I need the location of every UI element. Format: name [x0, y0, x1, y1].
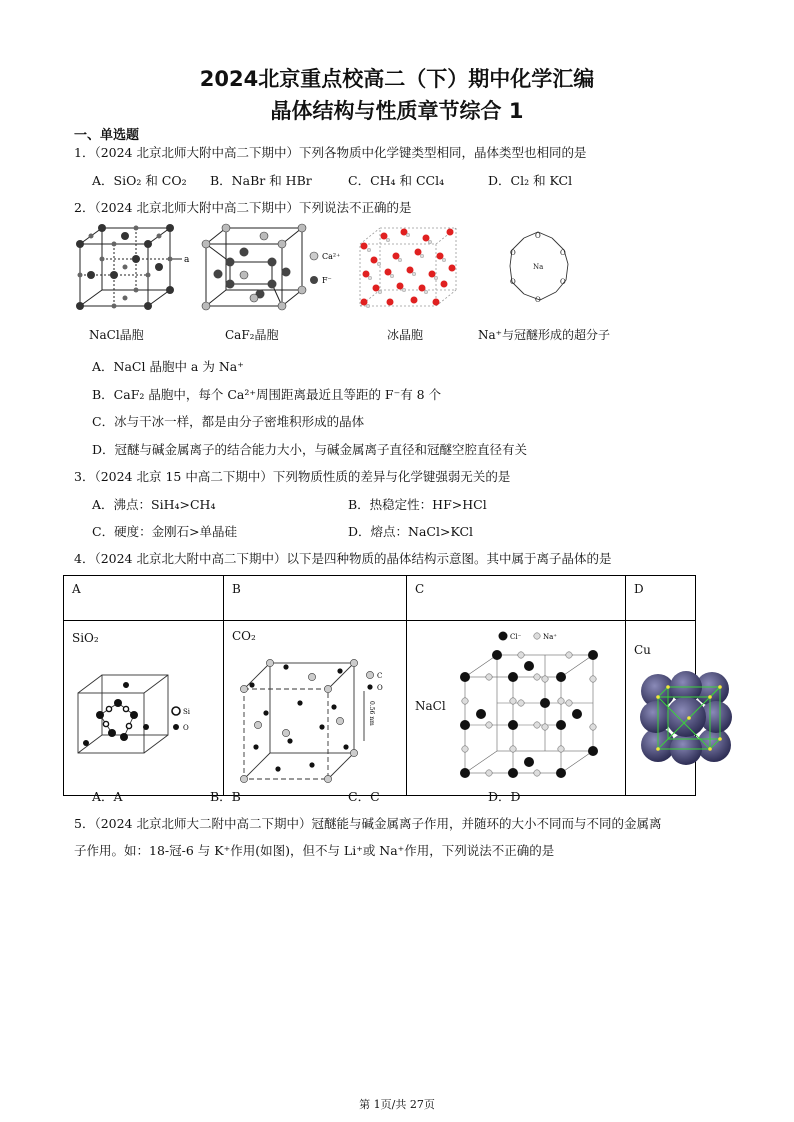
caf2-label-f: F⁻	[322, 276, 332, 285]
q1-option-c: C．CH₄ 和 CCl₄	[348, 173, 445, 188]
q4-header-c: C	[407, 576, 626, 621]
q4-cell-c	[407, 621, 626, 796]
q4-option-b: B．B	[210, 789, 241, 804]
q4-a-si: Si	[183, 708, 191, 716]
page-title-line2: 晶体结构与性质章节综合 1	[270, 99, 524, 123]
ice-cell-figure	[354, 222, 466, 314]
q4-structure-table	[63, 575, 696, 796]
q4-cell-a	[64, 621, 224, 796]
nacl-cell-figure	[74, 222, 194, 314]
crown-o-2: O	[560, 249, 566, 257]
q2-option-d: D．冠醚与碱金属离子的结合能力大小，与碱金属离子直径和冠醚空腔直径有关	[92, 442, 528, 457]
q4-a-o: O	[183, 724, 189, 732]
q4-option-d: D．D	[488, 789, 521, 804]
crown-na-label: Na	[533, 263, 544, 271]
q1-option-a: A．SiO₂ 和 CO₂	[92, 173, 187, 188]
q2-option-b: B．CaF₂ 晶胞中，每个 Ca²⁺周围距离最近且等距的 F⁻有 8 个	[92, 387, 442, 402]
q4-header-b: B	[224, 576, 407, 621]
caf2-label-ca: Ca²⁺	[322, 252, 341, 261]
crown-o-4: O	[535, 296, 541, 304]
caption-caf2: CaF₂晶胞	[225, 328, 279, 342]
q4-option-c: C．C	[348, 789, 380, 804]
q4-b-name: CO₂	[232, 629, 256, 643]
q2-stem: 2．（2024 北京北师大附中高二下期中）下列说法不正确的是	[74, 200, 412, 215]
crown-o-1: O	[535, 232, 541, 240]
q4-b-c: C	[377, 672, 383, 680]
caption-ice: 冰晶胞	[387, 328, 424, 342]
q4-c-na: Na⁺	[543, 633, 557, 641]
q3-option-b: B．热稳定性：HF>HCl	[348, 497, 487, 512]
q4-stem: 4．（2024 北京北大附中高二下期中）以下是四种物质的晶体结构示意图。其中属于离子晶体的是	[74, 551, 612, 566]
crown-o-3: O	[560, 278, 566, 286]
q4-b-length: 0.56 nm	[368, 701, 375, 726]
q3-stem: 3．（2024 北京 15 中高二下期中）下列物质性质的差异与化学键强弱无关的是	[74, 469, 511, 484]
q4-b-o: O	[377, 684, 383, 692]
q5-line2: 子作用。如：18-冠-6 与 K⁺作用(如图)，但不与 Li⁺或 Na⁺作用，下列说法不正确的是	[74, 843, 555, 858]
q2-option-c: C．冰与干冰一样，都是由分子密堆积形成的晶体	[92, 414, 365, 429]
page-title-line1: 2024北京重点校高二（下）期中化学汇编	[199, 67, 595, 91]
q4-c-name: NaCl	[415, 699, 446, 713]
caf2-cell-figure	[200, 222, 350, 314]
q4-cell-b	[224, 621, 407, 796]
q4-a-name: SiO₂	[72, 631, 99, 645]
nacl-label-a: a	[184, 255, 190, 265]
crown-ether-figure	[492, 222, 586, 312]
page-footer: 第 1页/共 27页	[359, 1098, 435, 1111]
q4-header-d: D	[626, 576, 696, 621]
crown-o-5: O	[510, 278, 516, 286]
section-heading: 一、单选题	[74, 128, 140, 143]
caption-nacl: NaCl晶胞	[89, 328, 144, 342]
q1-option-d: D．Cl₂ 和 KCl	[488, 173, 573, 188]
q4-cell-d	[626, 621, 696, 796]
q4-c-cl: Cl⁻	[510, 633, 522, 641]
q5-line1: 5．（2024 北京北师大二附中高二下期中）冠醚能与碱金属离子作用，并随环的大小不同而与不同的金属离	[74, 816, 662, 831]
q4-d-name: Cu	[634, 643, 651, 657]
q1-option-b: B．NaBr 和 HBr	[210, 173, 312, 188]
crown-o-6: O	[510, 249, 516, 257]
q2-option-a: A．NaCl 晶胞中 a 为 Na⁺	[92, 359, 244, 374]
q3-option-c: C．硬度：金刚石>单晶硅	[92, 524, 238, 539]
q3-option-d: D．熔点：NaCl>KCl	[348, 524, 474, 539]
q4-header-a: A	[64, 576, 224, 621]
q3-option-a: A．沸点：SiH₄>CH₄	[92, 497, 216, 512]
q4-option-a: A．A	[92, 789, 123, 804]
caption-crown: Na⁺与冠醚形成的超分子	[478, 328, 610, 342]
q1-stem: 1．（2024 北京北师大附中高二下期中）下列各物质中化学键类型相同，晶体类型也相同的是	[74, 145, 587, 160]
